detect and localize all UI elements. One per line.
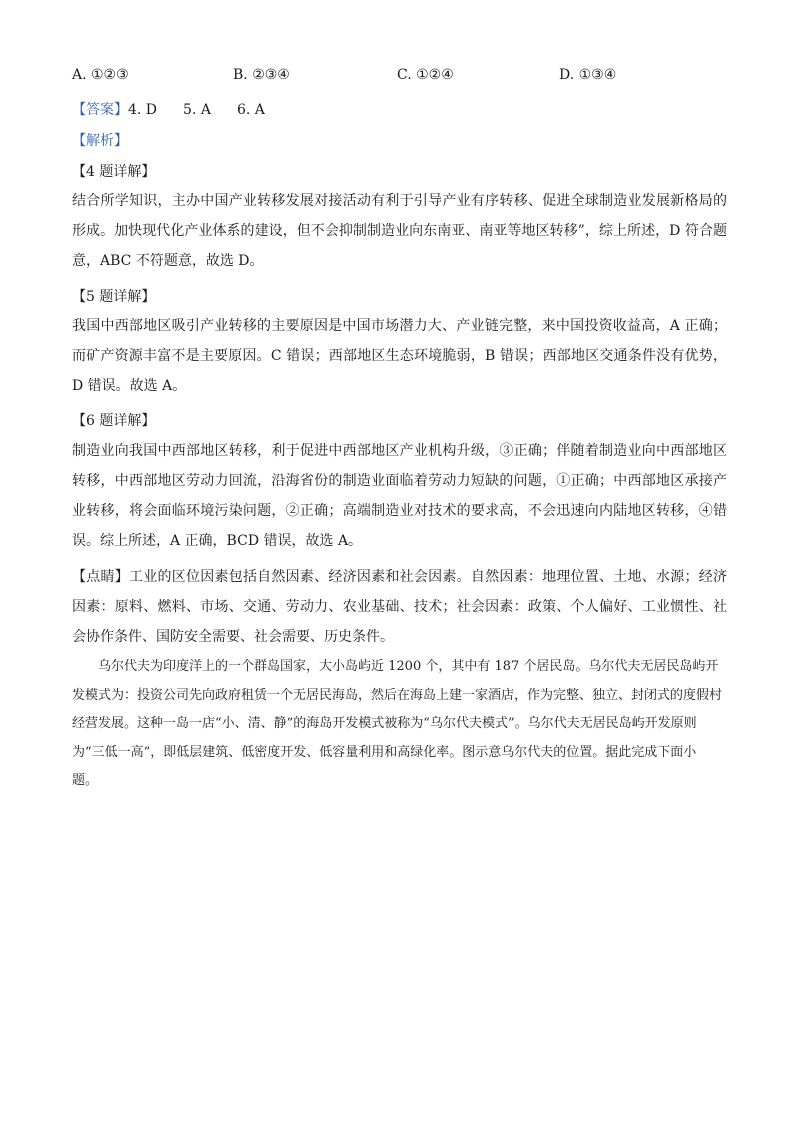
- answer-q5: 5. A: [183, 102, 211, 118]
- q4-heading: 【4 题详解】: [72, 164, 156, 180]
- answer-options-row: [72, 67, 732, 87]
- answer-line: [72, 99, 732, 119]
- q6-explanation: 制造业向我国中西部地区转移，利于促进中西部地区产业机构升级，③正确；伴随着制造业向中西部地区转移，中西部地区劳动力回流，沿海省份的制造业面临着劳动力短缺的问题，①正确；中西部地区承接产业转移，将会面临环境污染问题，②正确；高端制造业对技术的要求高，不会迅速向内陆地区转移，④错误。综上所述，A 正确，BCD 错误，故选 A。: [72, 443, 727, 549]
- option-b: B. ②③④: [233, 67, 290, 83]
- answer-q4: 4. D: [128, 102, 158, 118]
- option-a: A. ①②③: [72, 67, 129, 83]
- tip-text: 工业的区位因素包括自然因素、经济因素和社会因素。自然因素：地理位置、土地、水源；经济因素：原料、燃料、市场、交通、劳动力、农业基础、技术；社会因素：政策、个人偏好、工业惯性、社会协作条件、国防安全需要、社会需要、历史条件。: [72, 569, 728, 645]
- tip-paragraph: [72, 562, 727, 652]
- answer-label: 【答案】: [72, 102, 128, 118]
- material-paragraph: 乌尔代夫为印度洋上的一个群岛国家，大小岛屿近 1200 个，其中有 187 个居民岛。乌尔代夫无居民岛屿开发模式为：投资公司先向政府租赁一个无居民海岛，然后在海岛上建一家酒店，作为完整、独立、封闭式的度假村经营发展。这种一岛一店“小、清、静”的海岛开发模式被称为“乌尔代夫模式”。乌尔代夫无居民岛屿开发原则为“三低一高”，即低层建筑、低密度开发、低容量利用和高绿化率。图示意乌尔代夫的位置。据此完成下面小题。: [72, 659, 723, 788]
- q6-heading: 【6 题详解】: [72, 413, 156, 429]
- tip-label: 【点睛】: [72, 569, 129, 585]
- option-d: D. ①③④: [559, 67, 617, 83]
- answer-q6: 6. A: [236, 102, 265, 118]
- q4-explanation: 结合所学知识，主办中国产业转移发展对接活动有利于引导产业有序转移、促进全球制造业发展新格局的形成。加快现代化产业体系的建设，但不会抑制制造业向东南亚、南亚等地区转移”，综上所述，D 符合题意，ABC 不符题意，故选 D。: [72, 193, 727, 269]
- analysis-label: 【解析】: [72, 133, 128, 149]
- q5-explanation: 我国中西部地区吸引产业转移的主要原因是中国市场潜力大、产业链完整，来中国投资收益高，A 正确；而矿产资源丰富不是主要原因。C 错误；西部地区生态环境脆弱，B 错误；西部地区交通条件没有优势，D 错误。故选 A。: [72, 318, 727, 394]
- option-c: C. ①②④: [397, 67, 454, 83]
- q5-heading: 【5 题详解】: [72, 289, 156, 305]
